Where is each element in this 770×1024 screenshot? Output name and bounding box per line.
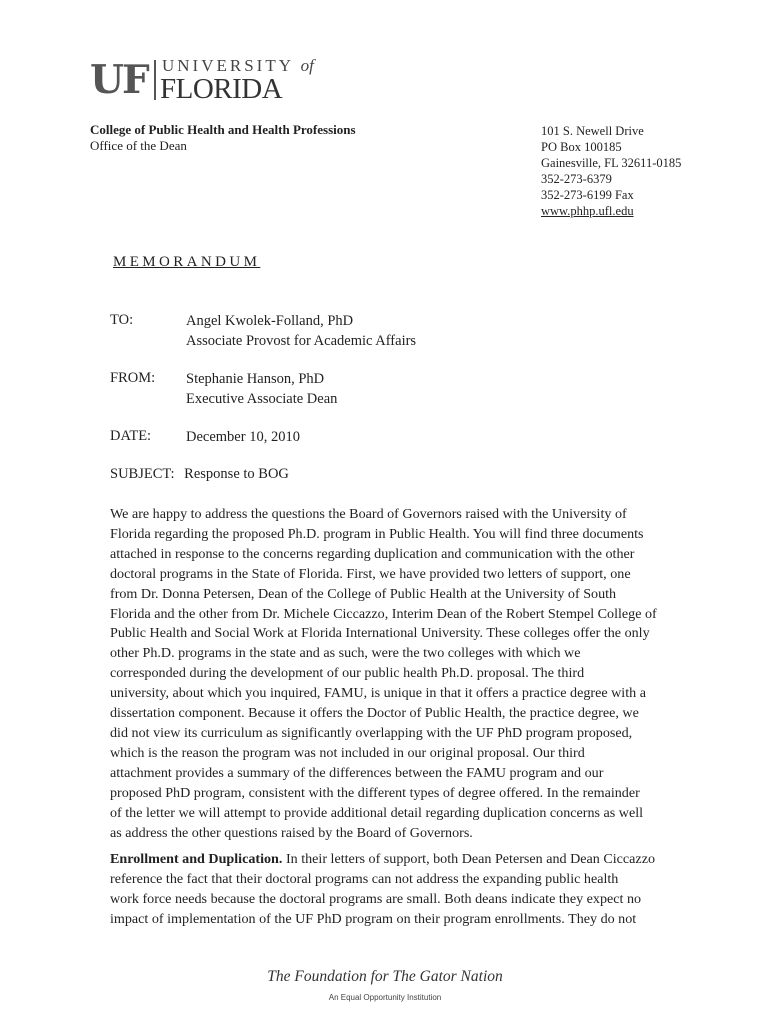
to-title: Associate Provost for Academic Affairs — [186, 333, 417, 349]
office-name: Office of the Dean — [90, 138, 187, 153]
address-block — [541, 123, 681, 219]
logo-of-word: of — [300, 56, 314, 75]
college-block — [90, 122, 356, 154]
paragraph-line: of the letter we will attempt to provide additional detail regarding duplication concerns as well — [110, 804, 644, 821]
body-paragraph-1 — [110, 505, 710, 843]
website-link[interactable]: www.phhp.ufl.edu — [541, 204, 634, 218]
paragraph-line: attached in response to the concerns regarding duplication and communication with the other — [110, 545, 635, 562]
paragraph-line: university, about which you inquired, FAMU, is unique in that it offers a practice degree with a — [110, 685, 646, 702]
section-heading: Enrollment and Duplication. — [110, 851, 283, 867]
paragraph-line: impact of implementation of the UF PhD program on their program enrollments. They do not — [110, 910, 637, 927]
paragraph-line: We are happy to address the questions the Board of Governors raised with the University of — [110, 506, 627, 522]
paragraph-line-rest: In their letters of support, both Dean Petersen and Dean Ciccazzo — [282, 851, 655, 867]
from-title: Executive Associate Dean — [186, 391, 338, 407]
paragraph-line: proposed PhD program, consistent with the different types of degree offered. In the remainder — [110, 784, 640, 801]
logo-divider — [154, 60, 156, 100]
fax-line: 352-273-6199 Fax — [541, 188, 634, 202]
logo-florida-text: FLORIDA — [160, 73, 283, 105]
paragraph-line: attachment provides a summary of the differences between the FAMU program and our — [110, 764, 604, 781]
subject-row — [110, 466, 289, 483]
phone-line: 352-273-6379 — [541, 172, 612, 186]
paragraph-line: doctoral programs in the State of Florida. First, we have provided two letters of support, one — [110, 565, 631, 582]
paragraph-line: reference the fact that their doctoral programs can not address the expanding public health — [110, 870, 619, 887]
address-line: 101 S. Newell Drive — [541, 124, 644, 138]
body-paragraph-2 — [110, 850, 710, 930]
paragraph-line: which is the reason the program was not included in our original proposal. Our third — [110, 744, 585, 761]
paragraph-line: Florida and the other from Dr. Michele Ciccazzo, Interim Dean of the Robert Stempel College of — [110, 605, 657, 622]
paragraph-line: dissertation component. Because it offers the Doctor of Public Health, the practice degree, we — [110, 705, 639, 722]
logo-uf-mark: UF — [90, 57, 148, 103]
subject-value: Response to BOG — [184, 466, 289, 482]
from-label: FROM: — [110, 370, 156, 386]
address-line: PO Box 100185 — [541, 140, 622, 154]
subject-label: SUBJECT: — [110, 466, 175, 482]
paragraph-line: as address the other questions raised by the Board of Governors. — [110, 824, 473, 841]
paragraph-line: from Dr. Donna Petersen, Dean of the College of Public Health at the University of South — [110, 585, 617, 602]
footer-equal-opportunity: An Equal Opportunity Institution — [328, 993, 442, 1002]
to-label: TO: — [110, 312, 134, 328]
date-value: December 10, 2010 — [186, 429, 300, 445]
date-label: DATE: — [110, 428, 152, 444]
paragraph-line: work force needs because the doctoral programs are small. Both deans indicate they expect no — [110, 890, 642, 907]
paragraph-line: Florida regarding the proposed Ph.D. program in Public Health. You will find three documents — [110, 525, 644, 542]
college-name: College of Public Health and Health Professions — [90, 122, 356, 137]
paragraph-line: did not view its curriculum as significantly overlapping with the UF PhD program proposed, — [110, 724, 633, 741]
from-name: Stephanie Hanson, PhD — [186, 371, 325, 387]
to-name: Angel Kwolek-Folland, PhD — [186, 313, 354, 329]
university-logo — [90, 54, 330, 106]
paragraph-line: Public Health and Social Work at Florida International University. These colleges offer the only — [110, 625, 650, 642]
address-line: Gainesville, FL 32611-0185 — [541, 156, 682, 170]
memo-title: MEMORANDUM — [113, 254, 261, 270]
footer-motto: The Foundation for The Gator Nation — [267, 968, 503, 985]
logo-university-word: UNIVERSITY — [162, 56, 294, 75]
paragraph-line: other Ph.D. programs in the state and as such, were the two colleges with which we — [110, 645, 581, 662]
to-recipient — [186, 311, 416, 351]
from-sender — [186, 369, 337, 409]
paragraph-line: corresponded during the development of our public health Ph.D. proposal. The third — [110, 665, 585, 682]
paragraph-line — [110, 850, 710, 870]
